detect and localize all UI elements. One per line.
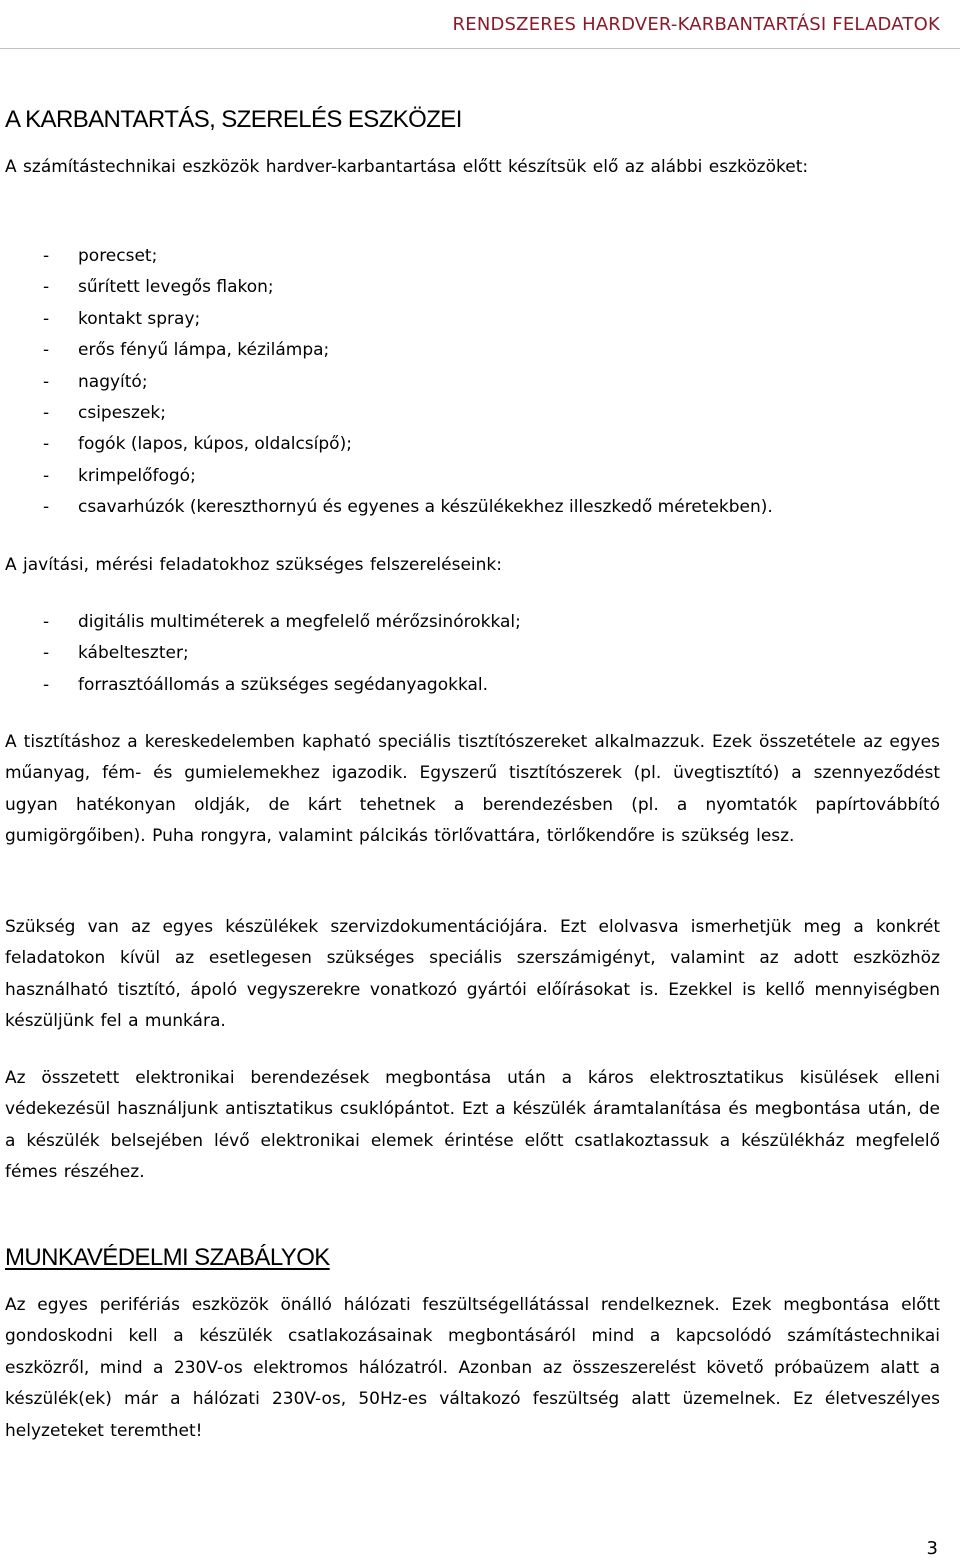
list-item-text: sűrített levegős flakon;	[78, 277, 274, 298]
list-item-text: krimpelőfogó;	[78, 465, 196, 486]
list-bullet: -	[43, 612, 50, 632]
cleaning-paragraph: A tisztításhoz a kereskedelemben kapható speciális tisztítószereket alkalmazzuk. Ezek összetétele az egyes műanyag, fém- és gumielemekhez igazodik. Egyszerű tisztítószerek (pl. üvegtisztító) a szennyeződést ugyan hatékonyan oldják, de kárt tehetnek a berendezésben (pl. a nyomtatók papírtovábbító gumigörgőiben). Puha rongyra, valamint pálcikás törlővattára, törlőkendőre is szükség lesz.	[5, 732, 940, 847]
list-item-text: fogók (lapos, kúpos, oldalcsípő);	[78, 434, 352, 455]
list-item-text: nagyító;	[78, 371, 148, 392]
list-bullet: -	[43, 246, 50, 266]
list-item	[5, 367, 940, 398]
repair-tools-list	[5, 607, 940, 701]
list-bullet: -	[43, 674, 50, 695]
list-bullet: -	[43, 643, 50, 664]
list-bullet: -	[43, 497, 50, 518]
safety-paragraph: Az egyes perifériás eszközök önálló hálózati feszültségellátással rendelkeznek. Ezek megbontása előtt gondoskodni kell a készülék csatlakozásainak megbontásáról mind a kapcsolódó számítástechnikai eszközről, mind a 230V-os elektromos hálózatról. Azonban az összeszerelést követő próbaüzem alatt a készülék(ek) már a hálózati 230V-os, 50Hz-es váltakozó feszültség alatt üzemelnek. Ez életveszélyes helyzeteket teremthet!	[5, 1295, 940, 1441]
list-bullet: -	[43, 465, 50, 486]
list-bullet: -	[43, 340, 50, 361]
list-item-text: porecset;	[78, 246, 158, 266]
list-item-text: kontakt spray;	[78, 308, 201, 329]
list-item	[5, 461, 940, 492]
list-item-text: forrasztóállomás a szükséges segédanyagokkal.	[78, 674, 489, 695]
section-title-tools: A KARBANTARTÁS, SZERELÉS ESZKÖZEI	[5, 106, 462, 133]
list-bullet: -	[43, 371, 50, 392]
intro-paragraph: A számítástechnikai eszközök hardver-karbantartása előtt készítsük elő az alábbi eszközöket:	[5, 157, 809, 177]
tools-list	[5, 241, 940, 524]
list-item	[5, 272, 940, 303]
section-title-safety: MUNKAVÉDELMI SZABÁLYOK	[5, 1244, 330, 1271]
list-bullet: -	[43, 434, 50, 455]
repair-intro-paragraph: A javítási, mérési feladatokhoz szükséges felszereléseink:	[5, 555, 502, 575]
list-item	[5, 335, 940, 366]
list-item	[5, 241, 940, 272]
list-bullet: -	[43, 403, 50, 424]
list-item	[5, 638, 940, 669]
documentation-paragraph: Szükség van az egyes készülékek szervizdokumentációjára. Ezt elolvasva ismerhetjük meg a konkrét feladatokon kívül az esetlegesen szükséges speciális szerszámigényt, valamint az adott eszközhöz használható tisztító, ápoló vegyszerekre vonatkozó gyártói előírásokat is. Ezekkel is kellő mennyiségben készüljünk fel a munkára.	[5, 917, 940, 1032]
list-item	[5, 492, 940, 523]
list-item-text: csavarhúzók (kereszthornyú és egyenes a készülékekhez illeszkedő méretekben).	[78, 497, 773, 518]
list-item-text: csipeszek;	[78, 403, 166, 424]
list-item	[5, 670, 940, 701]
list-item	[5, 429, 940, 460]
list-item	[5, 304, 940, 335]
running-header: RENDSZERES HARDVER-KARBANTARTÁSI FELADATOK	[452, 14, 940, 35]
list-item	[5, 398, 940, 429]
list-item-text: erős fényű lámpa, kézilámpa;	[78, 340, 330, 361]
header-rule	[0, 48, 960, 49]
list-item-text: digitális multiméterek a megfelelő mérőzsinórokkal;	[78, 612, 521, 632]
esd-paragraph: Az összetett elektronikai berendezések megbontása után a káros elektrosztatikus kisülések elleni védekezésül használjunk antisztatikus csuklópántot. Ezt a készülék áramtalanítása és megbontása után, de a készülék belsejében lévő elektronikai elemek érintése előtt csatlakoztassuk a készülékház megfelelő fémes részéhez.	[5, 1068, 940, 1183]
list-bullet: -	[43, 277, 50, 298]
list-bullet: -	[43, 308, 50, 329]
list-item	[5, 607, 940, 638]
page-number: 3	[926, 1538, 938, 1559]
list-item-text: kábelteszter;	[78, 643, 189, 664]
